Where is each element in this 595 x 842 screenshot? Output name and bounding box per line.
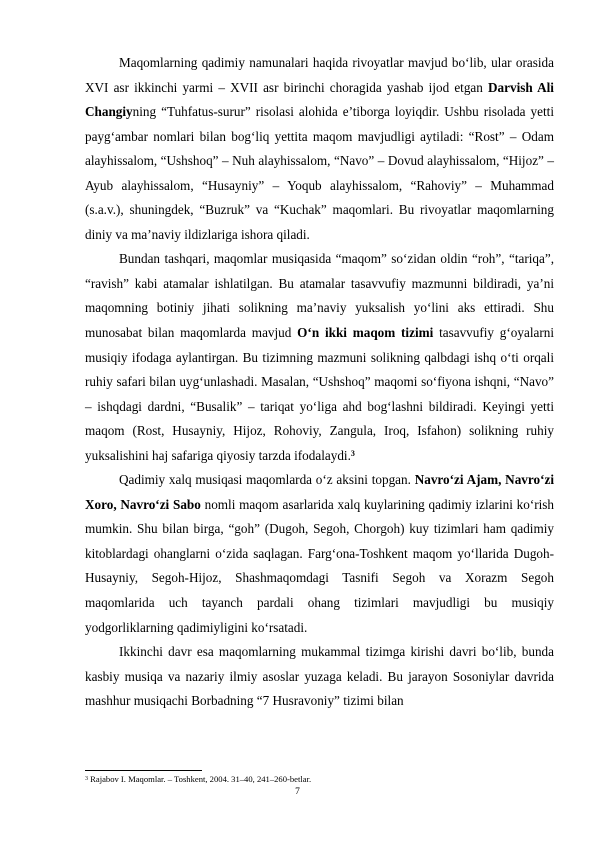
- paragraph-text: tasavvufiy g‘oyalarni musiqiy ifodaga aylantirgan. Bu tizimning mazmuni solikning qalbdagi ishq o‘ti orqali ruhiy safari bilan uyg‘unlashadi. Masalan, “Ushshoq” maqomi so‘fiyona ishqni, “Navo” – ishqdagi dardni, “Busalik” – tariqat yo‘liga ahd bog‘lashni bildiradi. Keyingi yetti maqom (Rost, Husayniy, Hijoz, Rohoviy, Zangula, Iroq, Isfahon) solikning ruhiy yuksalishini haj safariga qiyosiy tarzda ifodalaydi.: [85, 325, 554, 463]
- bold-term: O‘n ikki maqom tizimi: [297, 325, 434, 341]
- paragraph: [85, 51, 554, 247]
- body-text: [85, 51, 554, 714]
- paragraph: [85, 468, 554, 640]
- footnote-reference: 3: [350, 448, 355, 458]
- footnote: [85, 774, 554, 785]
- footnote-divider: [85, 770, 202, 771]
- bold-term: Darvish Ali Changiy: [85, 79, 554, 120]
- paragraph: [85, 640, 554, 714]
- paragraph-text: ning “Tuhfatus-surur” risolasi alohida e’tiborga loyiqdir. Ushbu risolada yetti payg‘ambar nomlari bilan bog‘liq yettita maqom mavjudligi aytiladi: “Rost” – Odam alayhissalom, “Ushshoq” – Nuh alayhissalom, “Navo” – Dovud alayhissalom, “Hijoz” – Ayub alayhissalom, “Husayniy” – Yoqub alayhissalom, “Rahoviy” – Muhammad (s.a.v.), shuningdek, “Buzruk” va “Kuchak” maqomlari. Bu rivoyatlar maqomlarning diniy va ma’naviy ildizlariga ishora qiladi.: [85, 104, 554, 242]
- paragraph-text: nomli maqom asarlarida xalq kuylarining qadimiy izlarini ko‘rish mumkin. Shu bilan birga, “goh” (Dugoh, Segoh, Chorgoh) kuy tizimlari ham qadimiy kitoblardagi ohanglarni o‘zida saqlagan. Farg‘ona-Toshkent maqom yo‘llarida Dugoh-Husayniy, Segoh-Hijoz, Shashmaqomdagi Tasnifi Segoh va Xorazm Segoh maqomlarida uch tayanch pardali ohang tizimlari mavjudligi bu musiqiy yodgorliklarning qadimiyligini ko‘rsatadi.: [85, 496, 554, 635]
- footnote-text: Rajabov I. Maqomlar. – Toshkent, 2004. 31–40, 241–260-betlar.: [88, 774, 312, 784]
- footnote-marker: 3: [85, 776, 88, 782]
- paragraph: [85, 247, 554, 468]
- paragraph-text: Bundan tashqari, maqomlar musiqasida “maqom” so‘zidan oldin “roh”, “tariqa”, “ravish” kabi atamalar ishlatilgan. Bu atamalar tasavvufiy mazmunni bildiradi, ya’ni maqomning botiniy jihati solikning ma’naviy yuksalish yo‘lini aks ettiradi. Shu munosabat bilan maqomlarda mavjud: [85, 251, 554, 341]
- paragraph-text: Qadimiy xalq musiqasi maqomlarda o‘z aksini topgan.: [119, 472, 415, 488]
- paragraph-text: Ikkinchi davr esa maqomlarning mukammal tizimga kirishi davri bo‘lib, bunda kasbiy musiqa va nazariy ilmiy asoslar yuzaga keladi. Bu jarayon Sosoniylar davrida mashhur musiqachi Borbadning “7 Husravoniy” tizimi bilan: [85, 644, 554, 709]
- paragraph-text: Maqomlarning qadimiy namunalari haqida rivoyatlar mavjud bo‘lib, ular orasida XVI asr ikkinchi yarmi – XVII asr birinchi choragida yashab ijod etgan: [85, 55, 554, 95]
- page-number: 7: [295, 787, 300, 797]
- bold-term: Navro‘zi Ajam, Navro‘zi Xoro, Navro‘zi Sabo: [85, 472, 554, 512]
